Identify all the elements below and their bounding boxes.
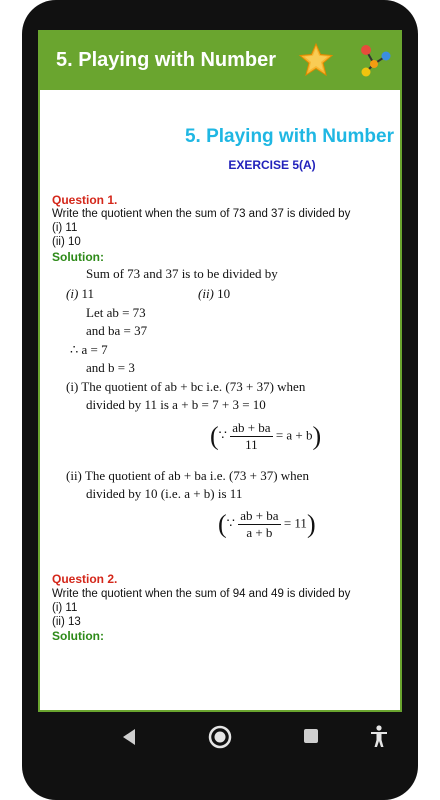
question-2-solution-label: Solution: <box>52 629 104 643</box>
recent-apps-button[interactable] <box>302 727 320 750</box>
star-icon <box>298 42 334 78</box>
fraction-box-2: (∵ $\frac{ab + ba}{a + b}$ = 11) <box>218 508 316 540</box>
part-i-value: 11 <box>81 286 95 301</box>
accessibility-icon <box>369 724 389 748</box>
question-1-text: Write the quotient when the sum of 73 and 37 is divided by <box>52 208 351 220</box>
solution-intro: Sum of 73 and 37 is to be divided by <box>86 266 278 281</box>
because-symbol-2: ∵ <box>226 515 235 531</box>
question-2-option-i: (i) 11 <box>52 602 78 614</box>
share-icon <box>356 42 392 78</box>
question-1-option-i: (i) 11 <box>52 222 78 234</box>
and-ba-line: and ba = 37 <box>86 323 148 338</box>
step-i-line-2: divided by 11 is a + b = 7 + 3 = 10 <box>86 397 266 412</box>
app-bar <box>38 30 402 90</box>
let-line: Let ab = 73 <box>86 305 146 320</box>
fraction-2 <box>238 508 280 541</box>
back-button[interactable] <box>120 727 138 752</box>
step-ii-line-1: (ii) The quotient of ab + ba i.e. (73 + 37) when <box>66 468 309 483</box>
share-button[interactable] <box>356 42 392 78</box>
part-i-label: (i) <box>66 286 79 301</box>
content-area[interactable] <box>38 90 402 712</box>
fraction-box-1: (∵ $\frac{ab + ba}{11}$ = a + b) <box>210 420 322 452</box>
home-icon <box>208 725 232 749</box>
question-2-option-ii: (ii) 13 <box>52 616 81 628</box>
home-button[interactable] <box>208 725 232 754</box>
question-1-solution-label: Solution: <box>52 250 104 264</box>
system-nav-bar <box>38 712 402 762</box>
step-ii-line-2: divided by 10 (i.e. a + b) is 11 <box>86 486 243 501</box>
fraction-1-numerator: ab + ba <box>232 420 271 435</box>
recent-apps-icon <box>302 727 320 745</box>
exercise-heading: EXERCISE 5(A) <box>228 158 316 172</box>
solution-part-i <box>66 286 94 302</box>
part-ii-label: (ii) <box>198 286 214 301</box>
favorite-button[interactable] <box>298 42 334 78</box>
app-bar-title: 5. Playing with Number <box>56 49 277 71</box>
part-ii-value: 10 <box>217 286 231 301</box>
fraction-1-denominator: 11 <box>245 437 258 452</box>
and-b-line: and b = 3 <box>86 360 135 375</box>
question-1-option-ii: (ii) 10 <box>52 236 81 248</box>
question-2-text: Write the quotient when the sum of 94 and 49 is divided by <box>52 588 351 600</box>
fraction-1 <box>230 420 272 453</box>
fraction-1-rhs: = a + b <box>275 427 313 443</box>
therefore-a-line: ∴ a = 7 <box>70 342 108 357</box>
chapter-title: 5. Playing with Number <box>184 126 394 147</box>
fraction-2-rhs: = 11 <box>283 515 307 531</box>
question-1-title: Question 1. <box>52 193 118 207</box>
fraction-2-numerator: ab + ba <box>240 508 279 523</box>
step-i-line-1: (i) The quotient of ab + bc i.e. (73 + 37) when <box>66 379 306 394</box>
fraction-2-denominator: a + b <box>246 525 273 540</box>
solution-part-ii <box>198 286 230 302</box>
because-symbol-1: ∵ <box>218 427 227 443</box>
accessibility-button[interactable] <box>369 724 389 753</box>
question-2-title: Question 2. <box>52 572 118 586</box>
back-icon <box>120 727 138 747</box>
